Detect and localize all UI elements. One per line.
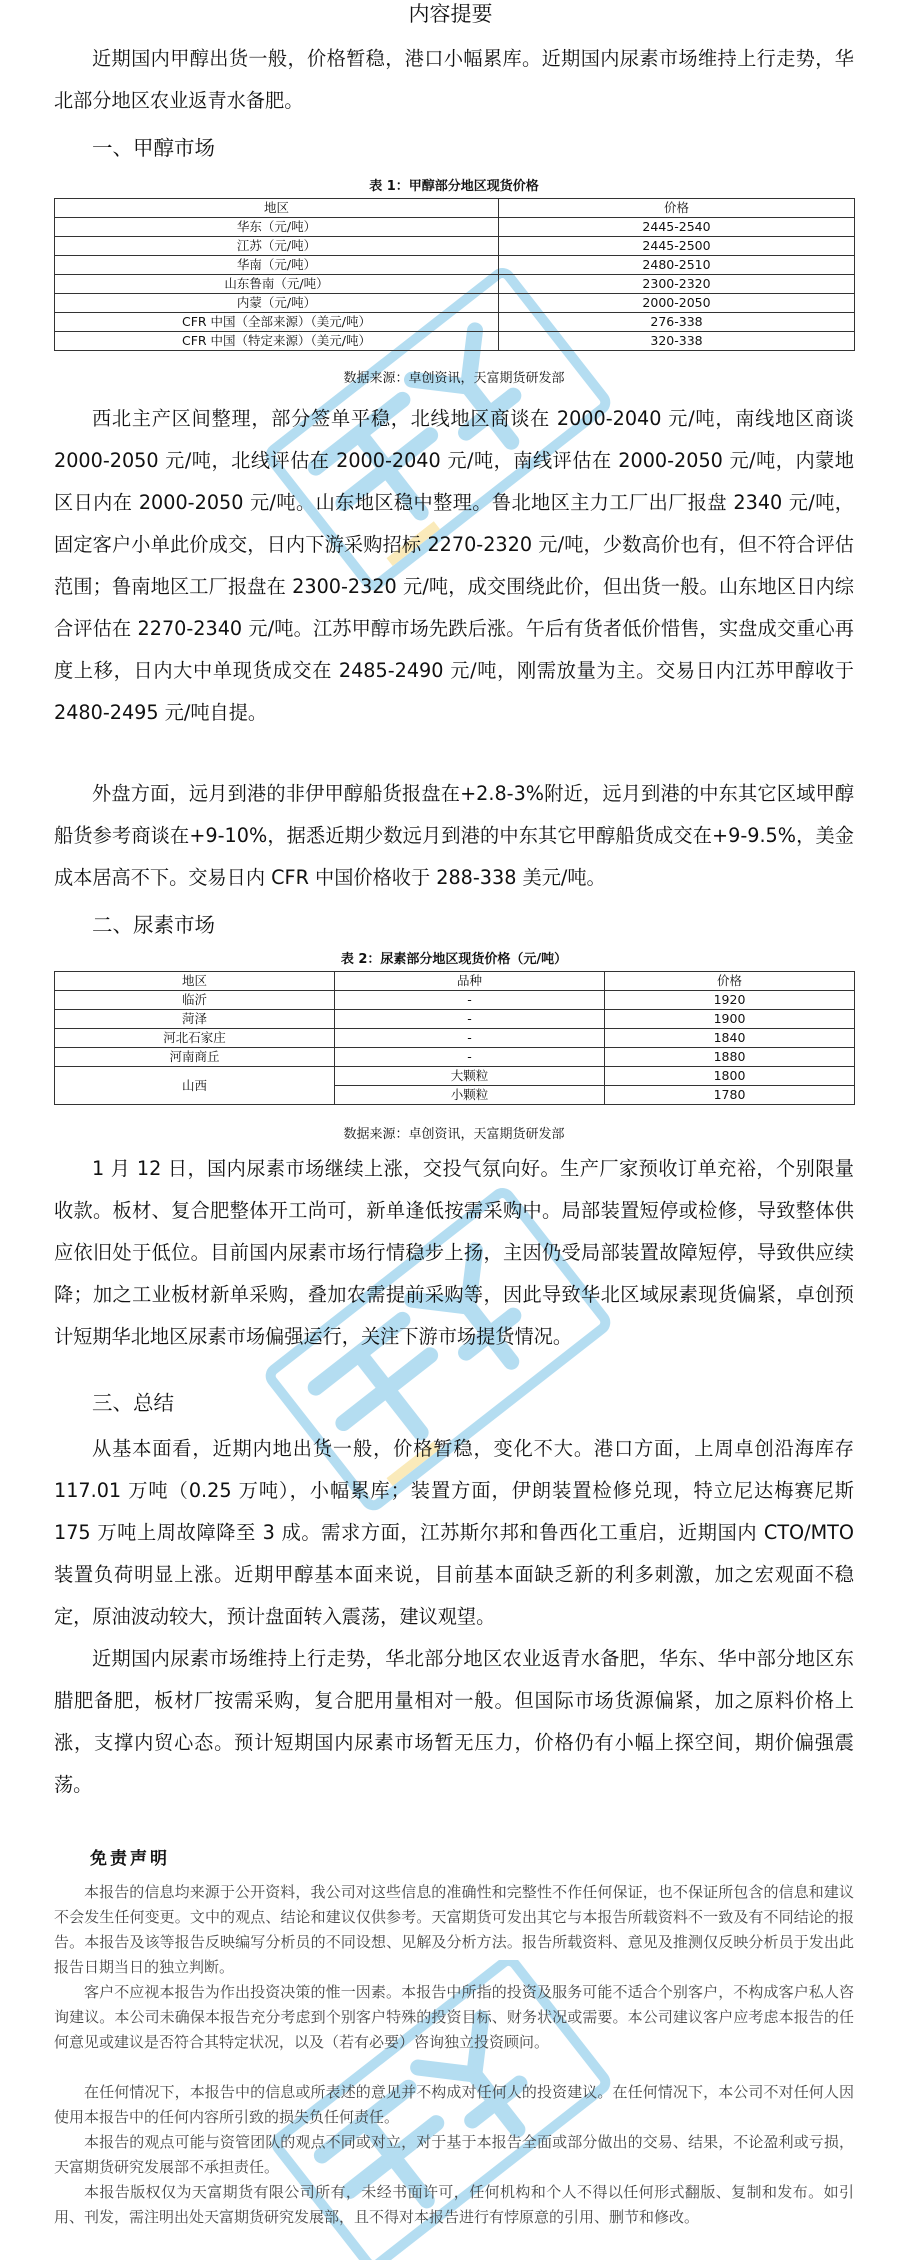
page-title: 内容提要 — [408, 2, 493, 26]
disclaimer-paragraph: 在任何情况下，本报告中的信息或所表述的意见并不构成对任何人的投资建议。在任何情况下，本公司不对任何人因使用本报告中的任何内容所引致的损失负任何责任。 — [54, 2083, 854, 2126]
column-header: 价格 — [605, 972, 855, 991]
table-row — [55, 332, 855, 351]
column-header: 品种 — [335, 972, 605, 991]
variety-cell: - — [335, 1010, 605, 1029]
section-heading-conclusion: 三、总结 — [92, 1391, 174, 1415]
summary-paragraph: 近期国内甲醇出货一般，价格暂稳，港口小幅累库。近期国内尿素市场维持上行走势，华北部分地区农业返青水备肥。 — [54, 47, 854, 112]
disclaimer-heading: 免责声明 — [90, 1849, 170, 1869]
column-header: 地区 — [55, 972, 335, 991]
price-cell: 1920 — [605, 991, 855, 1010]
region-cell: 临沂 — [55, 991, 335, 1010]
region-cell: 河南商丘 — [55, 1048, 335, 1067]
section-heading-urea: 二、尿素市场 — [92, 913, 215, 937]
urea-analysis-paragraph: 1 月 12 日，国内尿素市场继续上涨，交投气氛向好。生产厂家预收订单充裕，个别限量收款。板材、复合肥整体开工尚可，新单逢低按需采购中。局部装置短停或检修，导致整体供应依旧处于低位。目前国内尿素市场行情稳步上扬，主因仍受局部装置故障短停，导致供应续降；加之工业板材新单采购，叠加农需提前采购等，因此导致华北区域尿素现货偏紧，卓创预计短期华北地区尿素市场偏强运行，关注下游市场提货情况。 — [54, 1157, 854, 1348]
region-cell: CFR 中国（特定来源）（美元/吨） — [55, 332, 499, 351]
price-cell: 2000-2050 — [499, 294, 855, 313]
methanol-overseas-paragraph: 外盘方面，远月到港的非伊甲醇船货报盘在+2.8-3%附近，远月到港的中东其它区域甲醇船货参考商谈在+9-10%，据悉近期少数远月到港的中东其它甲醇船货成交在+9-9.5%，美金成本居高不下。交易日内 CFR 中国价格收于 288-338 美元/吨。 — [54, 782, 854, 889]
region-cell: 菏泽 — [55, 1010, 335, 1029]
column-header: 价格 — [499, 199, 855, 218]
price-cell: 2445-2500 — [499, 237, 855, 256]
price-cell: 1800 — [605, 1067, 855, 1086]
table-row — [55, 1048, 855, 1067]
disclaimer-paragraph: 本报告的观点可能与资管团队的观点不同或对立，对于基于本报告全面或部分做出的交易、结果，不论盈利或亏损，天富期货研究发展部不承担责任。 — [54, 2133, 854, 2176]
variety-cell: - — [335, 1048, 605, 1067]
methanol-price-table — [54, 198, 855, 351]
table-source-methanol: 数据来源：卓创资讯，天富期货研发部 — [343, 371, 565, 386]
region-cell: 江苏（元/吨） — [55, 237, 499, 256]
region-cell: 华南（元/吨） — [55, 256, 499, 275]
price-cell: 2300-2320 — [499, 275, 855, 294]
price-cell: 2445-2540 — [499, 218, 855, 237]
variety-cell: 大颗粒 — [335, 1067, 605, 1086]
table-row — [55, 313, 855, 332]
table-caption-urea: 表 2：尿素部分地区现货价格（元/吨） — [340, 952, 568, 967]
region-cell: 河北石家庄 — [55, 1029, 335, 1048]
table-row — [55, 256, 855, 275]
disclaimer-paragraph: 本报告版权仅为天富期货有限公司所有，未经书面许可，任何机构和个人不得以任何形式翻版、复制和发布。如引用、刊发，需注明出处天富期货研究发展部，且不得对本报告进行有悖原意的引用、删节和修改。 — [54, 2183, 854, 2226]
table-row — [55, 1067, 855, 1086]
price-cell: 1880 — [605, 1048, 855, 1067]
region-cell: 山西 — [55, 1067, 335, 1105]
methanol-analysis-paragraph: 西北主产区间整理，部分签单平稳，北线地区商谈在 2000-2040 元/吨，南线地区商谈 2000-2050 元/吨，北线评估在 2000-2040 元/吨，南线评估在 2000-2050 元/吨，内蒙地区日内在 2000-2050 元/吨。山东地区稳中整理。鲁北地区主力工厂出厂报盘 2340 元/吨，固定客户小单此价成交，日内下游采购招标 2270-2320 元/吨，少数高价也有，但不符合评估范围；鲁南地区工厂报盘在 2300-2320 元/吨，成交围绕此价，但出货一般。山东地区日内综合评估在 2270-2340 元/吨。江苏甲醇市场先跌后涨。午后有货者低价惜售，实盘成交重心再度上移，日内大中单现货成交在 2485-2490 元/吨，刚需放量为主。交易日内江苏甲醇收于 2480-2495 元/吨自提。 — [54, 407, 854, 724]
table-row — [55, 237, 855, 256]
price-cell: 320-338 — [499, 332, 855, 351]
variety-cell: - — [335, 1029, 605, 1048]
price-cell: 1780 — [605, 1086, 855, 1105]
conclusion-urea-paragraph: 近期国内尿素市场维持上行走势，华北部分地区农业返青水备肥，华东、华中部分地区东腊肥备肥，板材厂按需采购，复合肥用量相对一般。但国际市场货源偏紧，加之原料价格上涨，支撑内贸心态。预计短期国内尿素市场暂无压力，价格仍有小幅上探空间，期价偏强震荡。 — [54, 1647, 854, 1796]
table-header-row — [55, 199, 855, 218]
table-row — [55, 218, 855, 237]
table-source-urea: 数据来源：卓创资讯，天富期货研发部 — [343, 1127, 565, 1142]
table-row — [55, 294, 855, 313]
table-row — [55, 1010, 855, 1029]
disclaimer-paragraph: 客户不应视本报告为作出投资决策的惟一因素。本报告中所指的投资及服务可能不适合个别客户，不构成客户私人咨询建议。本公司未确保本报告充分考虑到个别客户特殊的投资目标、财务状况或需要。本公司建议客户应考虑本报告的任何意见或建议是否符合其特定状况，以及（若有必要）咨询独立投资顾问。 — [54, 1983, 854, 2051]
variety-cell: - — [335, 991, 605, 1010]
urea-price-table — [54, 971, 855, 1105]
table-header-row — [55, 972, 855, 991]
variety-cell: 小颗粒 — [335, 1086, 605, 1105]
table-caption-methanol: 表 1：甲醇部分地区现货价格 — [369, 179, 539, 194]
price-cell: 2480-2510 — [499, 256, 855, 275]
region-cell: 内蒙（元/吨） — [55, 294, 499, 313]
price-cell: 1840 — [605, 1029, 855, 1048]
table-row — [55, 275, 855, 294]
region-cell: CFR 中国（全部来源）（美元/吨） — [55, 313, 499, 332]
price-cell: 276-338 — [499, 313, 855, 332]
section-heading-methanol: 一、甲醇市场 — [92, 136, 215, 160]
column-header: 地区 — [55, 199, 499, 218]
disclaimer-paragraph: 本报告的信息均来源于公开资料，我公司对这些信息的准确性和完整性不作任何保证，也不保证所包含的信息和建议不会发生任何变更。文中的观点、结论和建议仅供参考。天富期货可发出其它与本报告所载资料不一致及有不同结论的报告。本报告及该等报告反映编写分析员的不同设想、见解及分析方法。报告所载资料、意见及推测仅反映分析员于发出此报告日期当日的独立判断。 — [54, 1883, 854, 1976]
region-cell: 华东（元/吨） — [55, 218, 499, 237]
table-row — [55, 1029, 855, 1048]
conclusion-methanol-paragraph: 从基本面看，近期内地出货一般，价格暂稳，变化不大。港口方面，上周卓创沿海库存 117.01 万吨（0.25 万吨），小幅累库；装置方面，伊朗装置检修兑现，特立尼达梅赛尼斯 175 万吨上周故障降至 3 成。需求方面，江苏斯尔邦和鲁西化工重启，近期国内 CTO/MTO 装置负荷明显上涨。近期甲醇基本面来说，目前基本面缺乏新的利多刺激，加之宏观面不稳定，原油波动较大，预计盘面转入震荡，建议观望。 — [54, 1437, 854, 1628]
table-row — [55, 991, 855, 1010]
price-cell: 1900 — [605, 1010, 855, 1029]
region-cell: 山东鲁南（元/吨） — [55, 275, 499, 294]
